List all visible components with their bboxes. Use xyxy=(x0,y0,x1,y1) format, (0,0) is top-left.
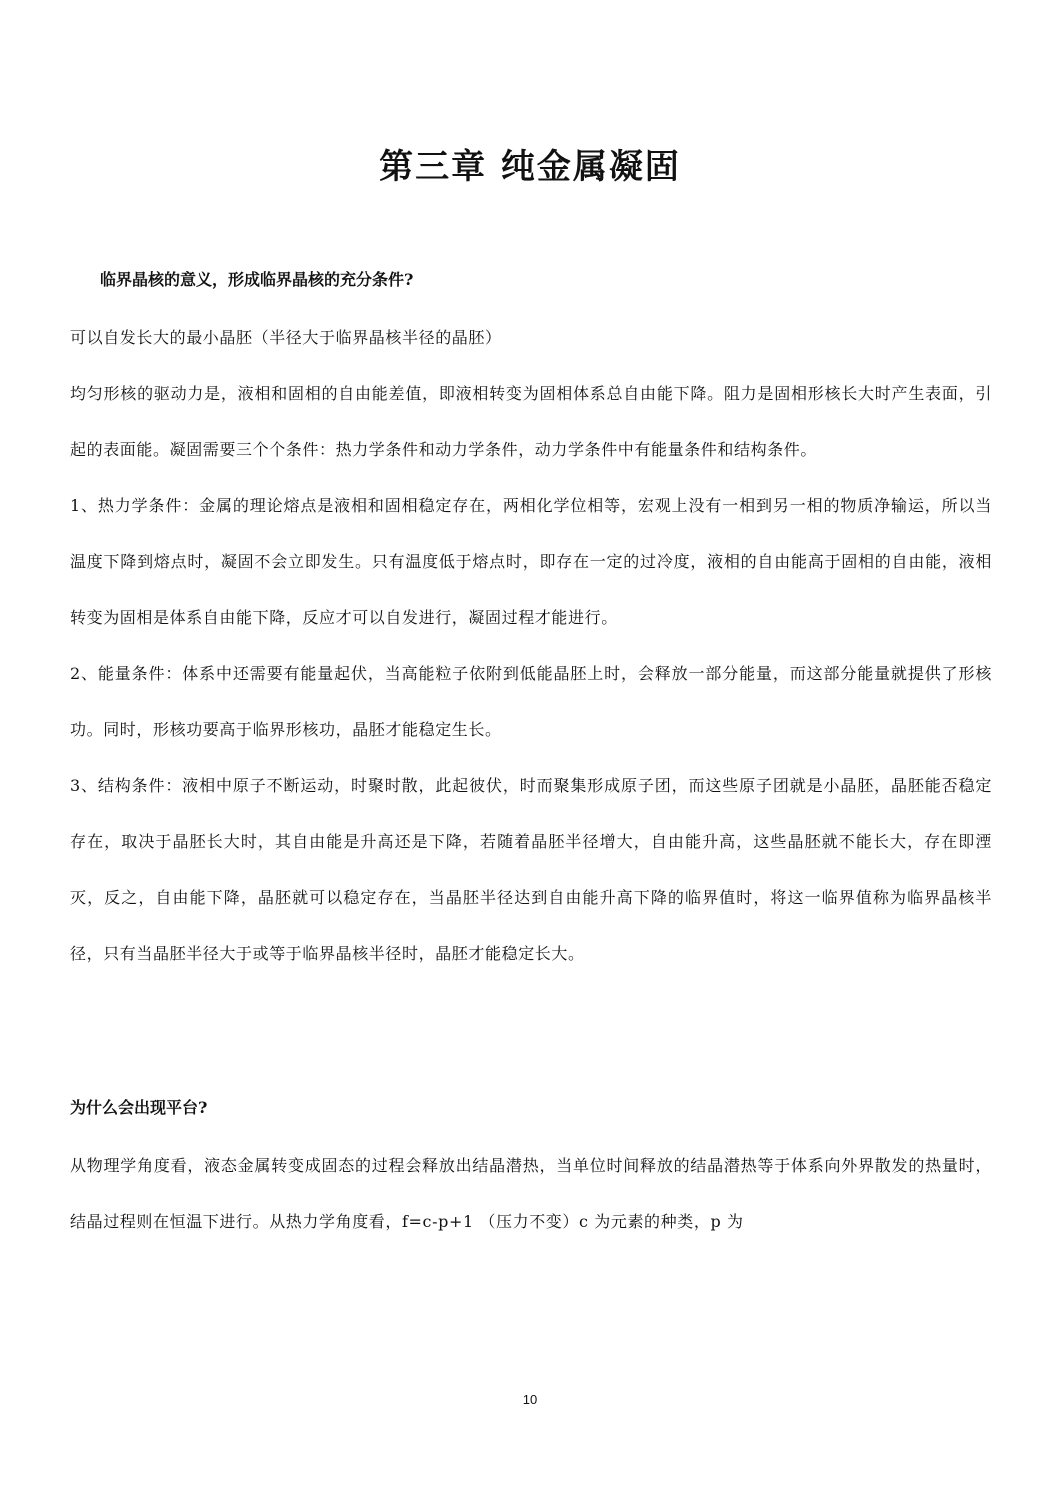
page-content xyxy=(70,256,992,1250)
section-1-paragraph: 3、结构条件：液相中原子不断运动，时聚时散，此起彼伏，时而聚集形成原子团，而这些原子团就是小晶胚，晶胚能否稳定存在，取决于晶胚长大时，其自由能是升高还是下降，若随着晶胚半径增大，自由能升高，这些晶胚就不能长大，存在即湮灭，反之，自由能下降，晶胚就可以稳定存在，当晶胚半径达到自由能升高下降的临界值时，将这一临界值称为临界晶核半径，只有当晶胚半径大于或等于临界晶核半径时，晶胚才能稳定长大。 xyxy=(70,776,992,963)
section-1-paragraph: 均匀形核的驱动力是，液相和固相的自由能差值，即液相转变为固相体系总自由能下降。阻力是固相形核长大时产生表面，引起的表面能。凝固需要三个个条件：热力学条件和动力学条件，动力学条件中有能量条件和结构条件。 xyxy=(70,384,992,459)
section-2-question: 为什么会出现平台? xyxy=(70,1098,208,1117)
section-1-paragraph: 可以自发长大的最小晶胚（半径大于临界晶核半径的晶胚） xyxy=(70,328,502,347)
section-spacer xyxy=(70,982,992,1084)
section-2-paragraph: 从物理学角度看，液态金属转变成固态的过程会释放出结晶潜热，当单位时间释放的结晶潜热等于体系向外界散发的热量时，结晶过程则在恒温下进行。从热力学角度看，f=c-p+1 （压力不变）c 为元素的种类，p 为 xyxy=(70,1156,992,1231)
chapter-title: 第三章 纯金属凝固 xyxy=(379,147,681,187)
section-1-question: 临界晶核的意义，形成临界晶核的充分条件? xyxy=(100,270,414,289)
page-number: 10 xyxy=(522,1392,538,1407)
section-1-paragraph: 2、能量条件：体系中还需要有能量起伏，当高能粒子依附到低能晶胚上时，会释放一部分能量，而这部分能量就提供了形核功。同时，形核功要高于临界形核功，晶胚才能稳定生长。 xyxy=(70,664,992,739)
section-1-paragraph: 1、热力学条件：金属的理论熔点是液相和固相稳定存在，两相化学位相等，宏观上没有一相到另一相的物质净输运，所以当温度下降到熔点时，凝固不会立即发生。只有温度低于熔点时，即存在一定的过冷度，液相的自由能高于固相的自由能，液相转变为固相是体系自由能下降，反应才可以自发进行，凝固过程才能进行。 xyxy=(70,496,992,627)
